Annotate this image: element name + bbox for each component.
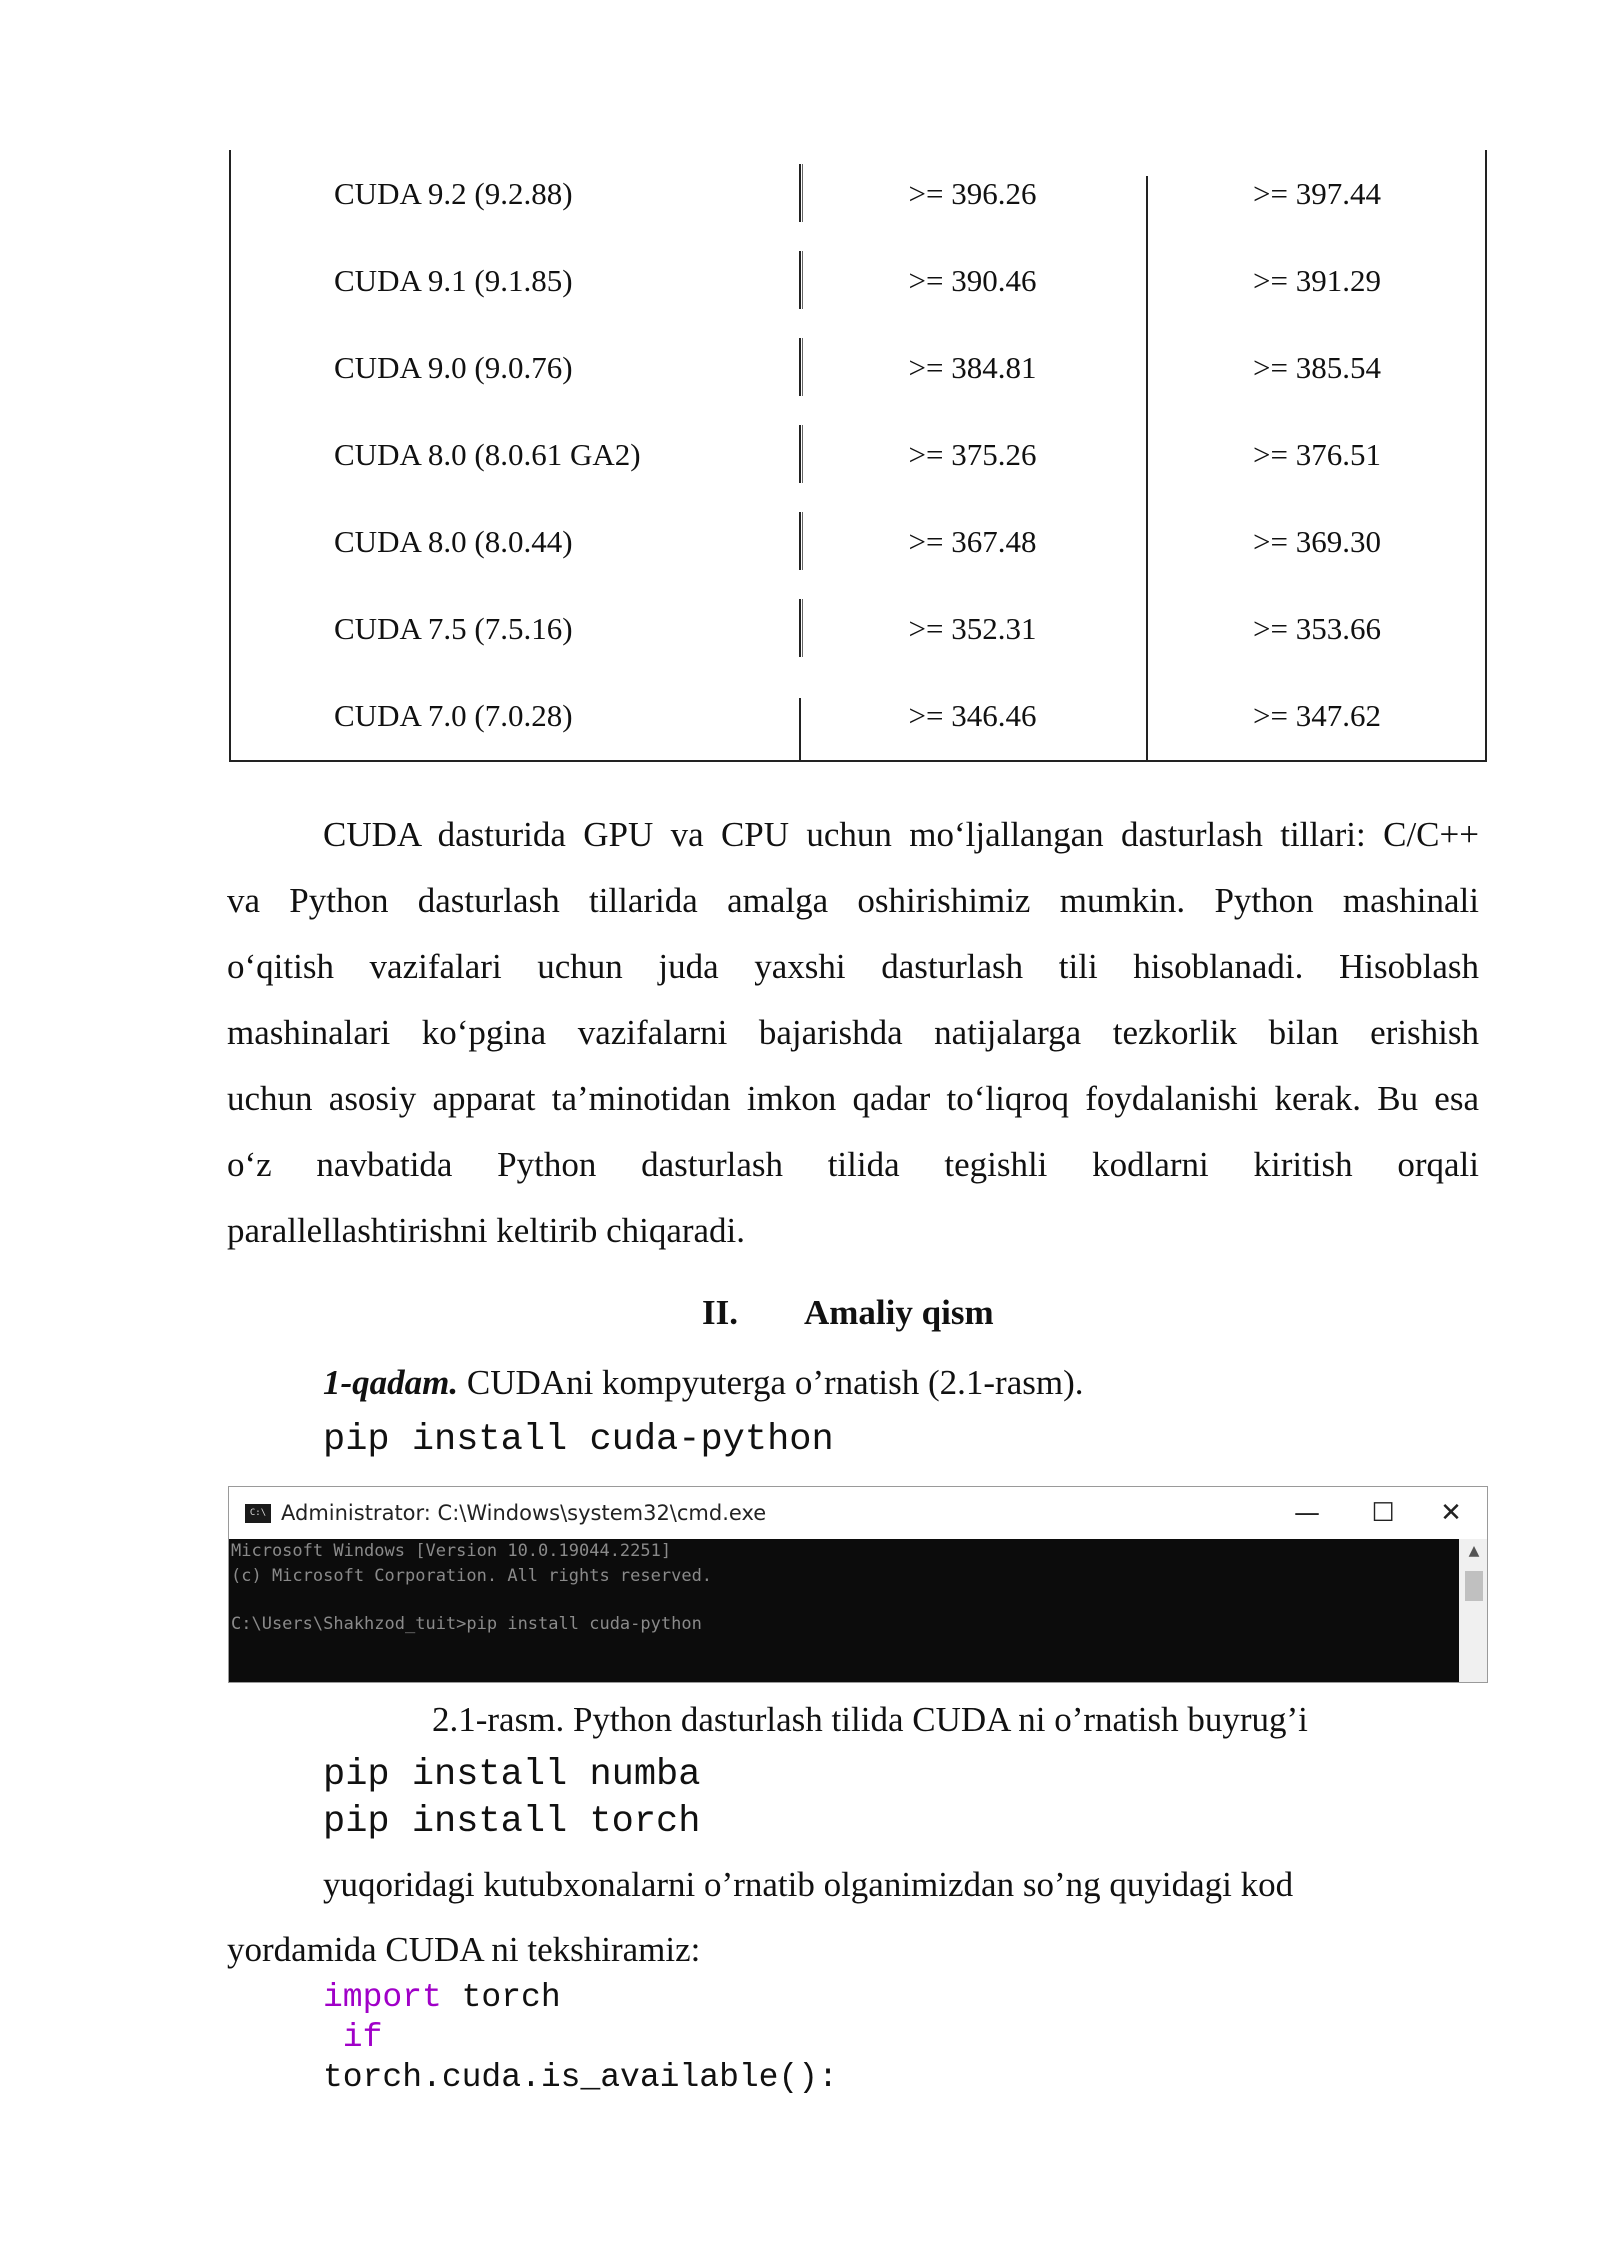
paragraph-line: va Python dasturlash tillarida amalga oshirishimiz mumkin. Python mashinali (227, 881, 1479, 920)
console-line: Microsoft Windows [Version 10.0.19044.2251] (231, 1541, 672, 1561)
code-keyword: if (323, 2019, 383, 2056)
table-row (229, 672, 1487, 759)
section-title: Amaliy qism (804, 1293, 994, 1332)
table-row (229, 585, 1487, 672)
linux-driver-cell: >= 390.46 (908, 263, 1037, 298)
step-label: 1-qadam. (323, 1363, 459, 1402)
minimize-button[interactable]: — (1294, 1498, 1320, 1528)
linux-driver-cell: >= 396.26 (908, 176, 1037, 211)
code-install-torch: pip install torch (323, 1801, 701, 1843)
paragraph-2-line-1: yuqoridagi kutubxonalarni o’rnatib olganimizdan so’ng quyidagi kod (323, 1865, 1294, 1904)
code-install-cuda-python: pip install cuda-python (323, 1419, 834, 1461)
console-line: C:\Users\Shakhzod_tuit>pip install cuda-python (231, 1614, 702, 1634)
cmd-window (228, 1486, 1488, 1683)
table-row (229, 150, 1487, 237)
table-row (229, 237, 1487, 324)
paragraph-line: uchun asosiy apparat ta’minotidan imkon qadar to‘liqroq foydalanishi kerak. Bu esa (227, 1079, 1479, 1118)
step-1 (323, 1358, 1084, 1408)
cuda-version-cell: CUDA 7.5 (7.5.16) (334, 611, 573, 646)
cuda-version-cell: CUDA 8.0 (8.0.61 GA2) (334, 437, 641, 472)
cuda-version-cell: CUDA 9.2 (9.2.88) (334, 176, 573, 211)
cuda-version-cell: CUDA 8.0 (8.0.44) (334, 524, 573, 559)
code-line-if (323, 2017, 382, 2059)
linux-driver-cell: >= 352.31 (908, 611, 1037, 646)
linux-driver-cell: >= 367.48 (908, 524, 1037, 559)
section-number: II. (702, 1293, 738, 1332)
code-line-cuda-check: torch.cuda.is_available(): (323, 2059, 838, 2096)
cmd-console[interactable] (229, 1539, 1459, 1683)
cuda-version-cell: CUDA 9.0 (9.0.76) (334, 350, 573, 385)
table-bottom-border (229, 760, 1487, 762)
table-row (229, 411, 1487, 498)
close-button[interactable]: ✕ (1440, 1498, 1462, 1528)
windows-driver-cell: >= 376.51 (1253, 437, 1381, 472)
windows-driver-cell: >= 397.44 (1253, 176, 1381, 211)
linux-driver-cell: >= 346.46 (908, 698, 1037, 733)
cmd-title: Administrator: C:\Windows\system32\cmd.exe (281, 1501, 767, 1525)
windows-driver-cell: >= 347.62 (1253, 698, 1381, 733)
body-paragraph (227, 802, 1479, 1264)
paragraph-line: CUDA dasturida GPU va CPU uchun mo‘ljallangan dasturlash tillari: C/C++ (323, 815, 1479, 854)
console-line: (c) Microsoft Corporation. All rights reserved. (231, 1566, 713, 1586)
code-install-numba: pip install numba (323, 1754, 701, 1796)
scroll-thumb[interactable] (1465, 1571, 1483, 1601)
cmd-titlebar (229, 1487, 1487, 1539)
windows-driver-cell: >= 353.66 (1253, 611, 1381, 646)
table-row (229, 498, 1487, 585)
code-keyword: import (323, 1979, 442, 2016)
linux-driver-cell: >= 384.81 (908, 350, 1037, 385)
windows-driver-cell: >= 391.29 (1253, 263, 1381, 298)
cuda-version-cell: CUDA 9.1 (9.1.85) (334, 263, 573, 298)
paragraph-line: o‘qitish vazifalari uchun juda yaxshi dasturlash tili hisoblanadi. Hisoblash (227, 947, 1479, 986)
linux-driver-cell: >= 375.26 (908, 437, 1037, 472)
cuda-version-cell: CUDA 7.0 (7.0.28) (334, 698, 573, 733)
step-text: CUDAni kompyuterga o’rnatish (2.1-rasm). (458, 1363, 1084, 1402)
paragraph-2-line-2: yordamida CUDA ni tekshiramiz: (227, 1930, 701, 1969)
paragraph-line: mashinalari ko‘pgina vazifalarni bajarishda natijalarga tezkorlik bilan erishish (227, 1013, 1479, 1052)
maximize-button[interactable]: ☐ (1371, 1498, 1395, 1528)
code-line-import (323, 1977, 561, 2019)
windows-driver-cell: >= 385.54 (1253, 350, 1381, 385)
windows-driver-cell: >= 369.30 (1253, 524, 1381, 559)
cuda-driver-table (229, 150, 1487, 762)
cmd-icon: C:\ (245, 1504, 271, 1523)
code-text: torch (441, 1979, 561, 2016)
paragraph-line: parallellashtirishni keltirib chiqaradi. (227, 1211, 746, 1250)
figure-caption: 2.1-rasm. Python dasturlash tilida CUDA ni o’rnatish buyrug’i (432, 1700, 1308, 1739)
paragraph-line: o‘z navbatida Python dasturlash tilida tegishli kodlarni kiritish orqali (227, 1145, 1479, 1184)
table-row (229, 324, 1487, 411)
cmd-scrollbar[interactable] (1459, 1539, 1488, 1683)
scroll-up-icon[interactable]: ▲ (1468, 1543, 1480, 1559)
